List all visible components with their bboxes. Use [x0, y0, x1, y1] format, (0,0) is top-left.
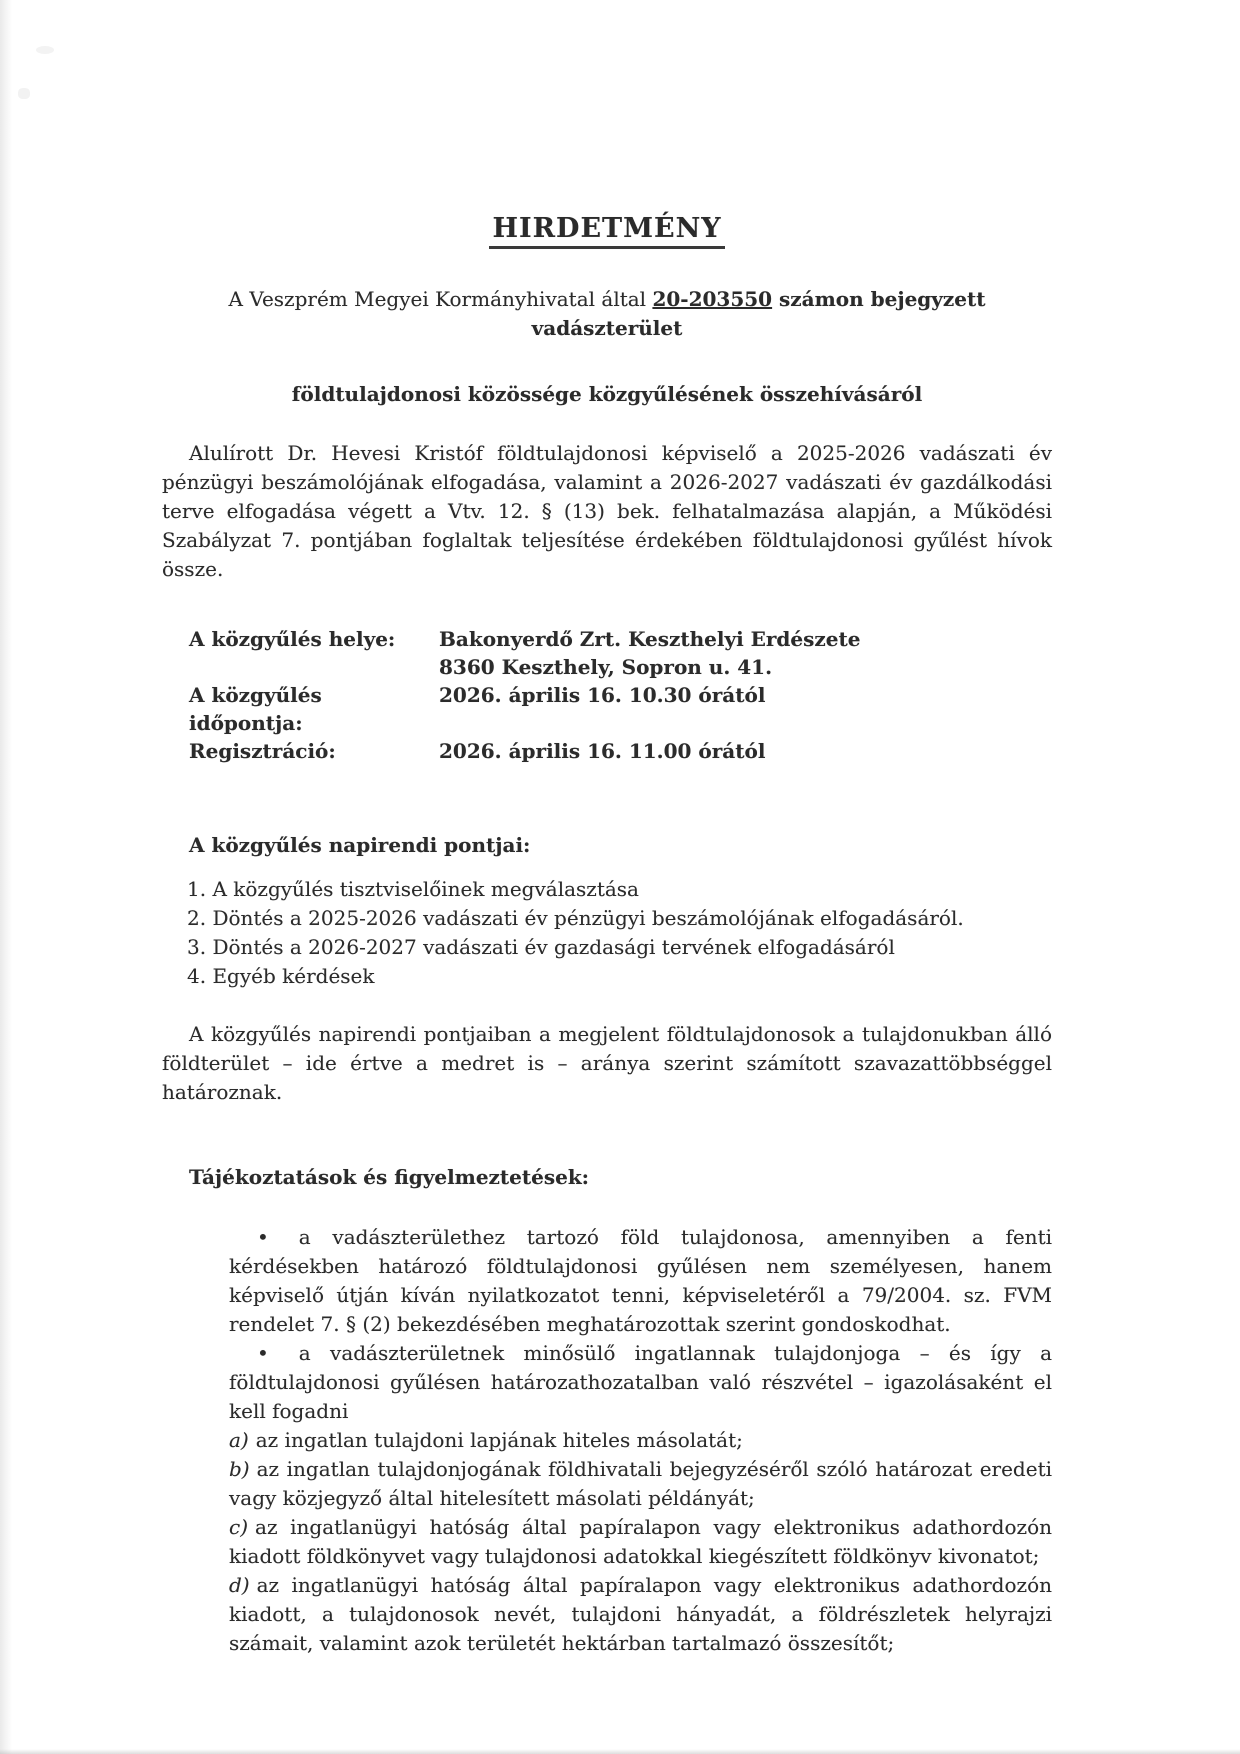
- meeting-details: [189, 625, 1052, 765]
- detail-row-address: [189, 653, 1052, 681]
- scan-bottom-edge-shade: [0, 1749, 1240, 1754]
- letter-marker: d): [229, 1573, 250, 1597]
- notice-bullet-item: [229, 1223, 1052, 1339]
- letter-text: az ingatlan tulajdonjogának földhivatali bejegyzéséről szóló határozat eredeti vagy közjegyző által hitelesített másolati példányát;: [229, 1457, 1052, 1510]
- detail-label: [189, 653, 439, 681]
- detail-value: 2026. április 16. 11.00 órától: [439, 739, 766, 763]
- registry-number: 20-203550: [652, 287, 773, 311]
- detail-value: Bakonyerdő Zrt. Keszthelyi Erdészete: [439, 627, 861, 651]
- title-row: [162, 0, 1052, 249]
- opening-paragraph: Alulírott Dr. Hevesi Kristóf földtulajdonosi képviselő a 2025-2026 vadászati év pénzügyi beszámolójának elfogadása, valamint a 2026-2027 vadászati év gazdálkodási terve elfogadása végett a Vtv. 12. § (13) bek. felhatalmazása alapján, a Működési Szabályzat 7. pontjában foglaltak teljesítése érdekében földtulajdonosi gyűlést hívok össze.: [162, 441, 1052, 581]
- bullet-text: a vadászterülethez tartozó föld tulajdonosa, amennyiben a fenti kérdésekben határozó földtulajdonosi gyűlésen nem személyesen, hanem képviselő útján kíván nyilatkozatot tenni, képviseletéről a 79/2004. sz. FVM rendelet 7. § (2) bekezdésében meghatározottak szerint gondoskodhat.: [229, 1225, 1052, 1336]
- letter-marker: a): [229, 1428, 249, 1452]
- agenda-item: 3. Döntés a 2026-2027 vadászati év gazdasági tervének elfogadásáról: [187, 935, 895, 959]
- detail-row-registration: [189, 737, 1052, 765]
- detail-label: A közgyűlés helye:: [189, 627, 396, 651]
- letter-text: az ingatlanügyi hatóság által papíralapon vagy elektronikus adathordozón kiadott földkönyvet vagy tulajdonosi adatokkal kiegészített földkönyv kivonatot;: [229, 1515, 1052, 1568]
- bullet-icon: •: [257, 1341, 269, 1365]
- letter-text: az ingatlanügyi hatóság által papíralapon vagy elektronikus adathordozón kiadott, a tulajdonosok nevét, tulajdoni hányadát, a földrészletek helyrajzi számait, valamint azok területét hektárban tartalmazó összesítőt;: [229, 1573, 1052, 1655]
- detail-label: A közgyűlés időpontja:: [189, 683, 322, 735]
- scan-left-edge-shade: [0, 0, 12, 1754]
- content-column: [162, 0, 1052, 1658]
- detail-label: Regisztráció:: [189, 739, 336, 763]
- scan-smudge: [36, 46, 54, 54]
- doc-title: HIRDETMÉNY: [489, 214, 724, 249]
- scan-smudge: [18, 88, 30, 99]
- letter-text: az ingatlan tulajdoni lapjának hiteles másolatát;: [255, 1428, 743, 1452]
- voting-paragraph: A közgyűlés napirendi pontjaiban a megjelent földtulajdonosok a tulajdonukban álló földterület – ide értve a medret is – aránya szerint számított szavazattöbbséggel határoznak.: [162, 1022, 1052, 1104]
- intro-line: [162, 285, 1052, 343]
- letter-marker: c): [229, 1515, 249, 1539]
- agenda-item: 4. Egyéb kérdések: [187, 964, 375, 988]
- agenda-heading: A közgyűlés napirendi pontjai:: [189, 833, 531, 857]
- letter-item-a: [229, 1426, 1052, 1455]
- letter-item-d: [229, 1571, 1052, 1658]
- letter-item-c: [229, 1513, 1052, 1571]
- bullet-text: a vadászterületnek minősülő ingatlannak tulajdonjoga – és így a földtulajdonosi gyűlésen határozathozatalban való részvétel – igazolásaként el kell fogadni: [229, 1341, 1052, 1423]
- detail-row-datetime: [189, 681, 1052, 737]
- doc-subtitle: földtulajdonosi közössége közgyűlésének összehívásáról: [291, 382, 923, 406]
- bullet-icon: •: [257, 1225, 269, 1249]
- letter-item-b: [229, 1455, 1052, 1513]
- detail-value: 2026. április 16. 10.30 órától: [439, 683, 766, 707]
- notice-bullet-item: [229, 1339, 1052, 1426]
- notices-heading: Tájékoztatások és figyelmeztetések:: [189, 1165, 590, 1189]
- agenda-item: 2. Döntés a 2025-2026 vadászati év pénzügyi beszámolójának elfogadásáról.: [187, 906, 964, 930]
- detail-value: 8360 Keszthely, Sopron u. 41.: [439, 655, 773, 679]
- detail-row-location: [189, 625, 1052, 653]
- agenda-list: [187, 875, 1052, 991]
- notices-block: [229, 1223, 1052, 1658]
- agenda-item: 1. A közgyűlés tisztviselőinek megválasztása: [187, 877, 639, 901]
- letter-marker: b): [229, 1457, 250, 1481]
- intro-suffix: számon bejegyzett vadászterület: [531, 287, 986, 340]
- intro-prefix: A Veszprém Megyei Kormányhivatal által: [228, 287, 653, 311]
